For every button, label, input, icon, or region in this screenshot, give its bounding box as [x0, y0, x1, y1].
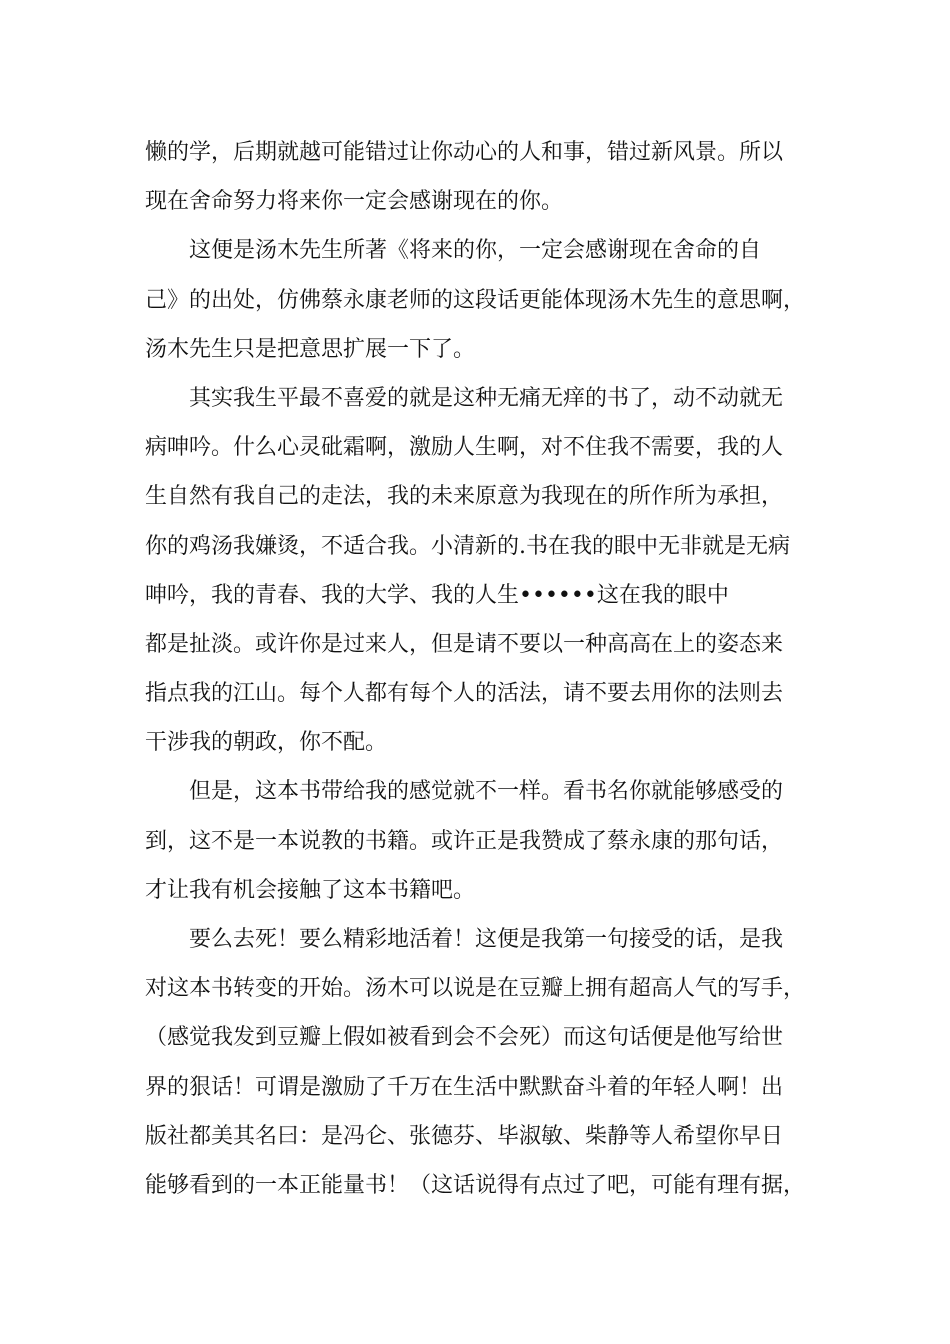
text-line: 生自然有我自己的走法，我的未来原意为我现在的所作所为承担，: [145, 484, 784, 510]
text-line: 到，这不是一本说教的书籍。或许正是我赞成了蔡永康的那句话，: [145, 828, 784, 854]
text-line: 指点我的江山。每个人都有每个人的活法，请不要去用你的法则去: [145, 681, 784, 707]
text-line: 版社都美其名曰：是冯仑、张德芬、毕淑敏、柴静等人希望你早日: [145, 1123, 784, 1149]
text-line: 干涉我的朝政，你不配。: [145, 730, 388, 756]
text-line: 都是扯淡。或许你是过来人，但是请不要以一种高高在上的姿态来: [145, 631, 784, 657]
text-line: 汤木先生只是把意思扩展一下了。: [145, 336, 476, 362]
text-line: 懒的学，后期就越可能错过让你动心的人和事，错过新风景。所以: [145, 140, 784, 165]
text-line: 能够看到的一本正能量书！（这话说得有点过了吧，可能有理有据，: [145, 1172, 806, 1198]
body-text: [145, 128, 835, 1210]
text-line: （感觉我发到豆瓣上假如被看到会不会死）而这句话便是他写给世: [145, 1025, 784, 1051]
text-line: 己》的出处，仿佛蔡永康老师的这段话更能体现汤木先生的意思啊，: [145, 287, 806, 313]
text-line: 你的鸡汤我嫌烫，不适合我。小清新的.书在我的眼中无非就是无病: [145, 533, 790, 559]
text-line: 呻吟，我的青春、我的大学、我的人生••••••这在我的眼中: [145, 582, 729, 608]
paragraph-start-line: 这便是汤木先生所著《将来的你，一定会感谢现在舍命的自: [189, 238, 762, 264]
text-line: 对这本书转变的开始。汤木可以说是在豆瓣上拥有超高人气的写手，: [145, 976, 806, 1002]
paragraph-start-line: 其实我生平最不喜爱的就是这种无痛无痒的书了，动不动就无: [189, 385, 784, 411]
paragraph-start-line: 要么去死！要么精彩地活着！这便是我第一句接受的话，是我: [189, 927, 784, 952]
text-line: 病呻吟。什么心灵砒霜啊，激励人生啊，对不住我不需要，我的人: [145, 435, 784, 461]
text-line: 才让我有机会接触了这本书籍吧。: [145, 877, 476, 903]
text-line: 现在舍命努力将来你一定会感谢现在的你。: [145, 189, 564, 215]
text-line: 界的狠话！可谓是激励了千万在生活中默默奋斗着的年轻人啊！出: [145, 1074, 784, 1100]
paragraph-start-line: 但是，这本书带给我的感觉就不一样。看书名你就能够感受的: [189, 779, 784, 805]
